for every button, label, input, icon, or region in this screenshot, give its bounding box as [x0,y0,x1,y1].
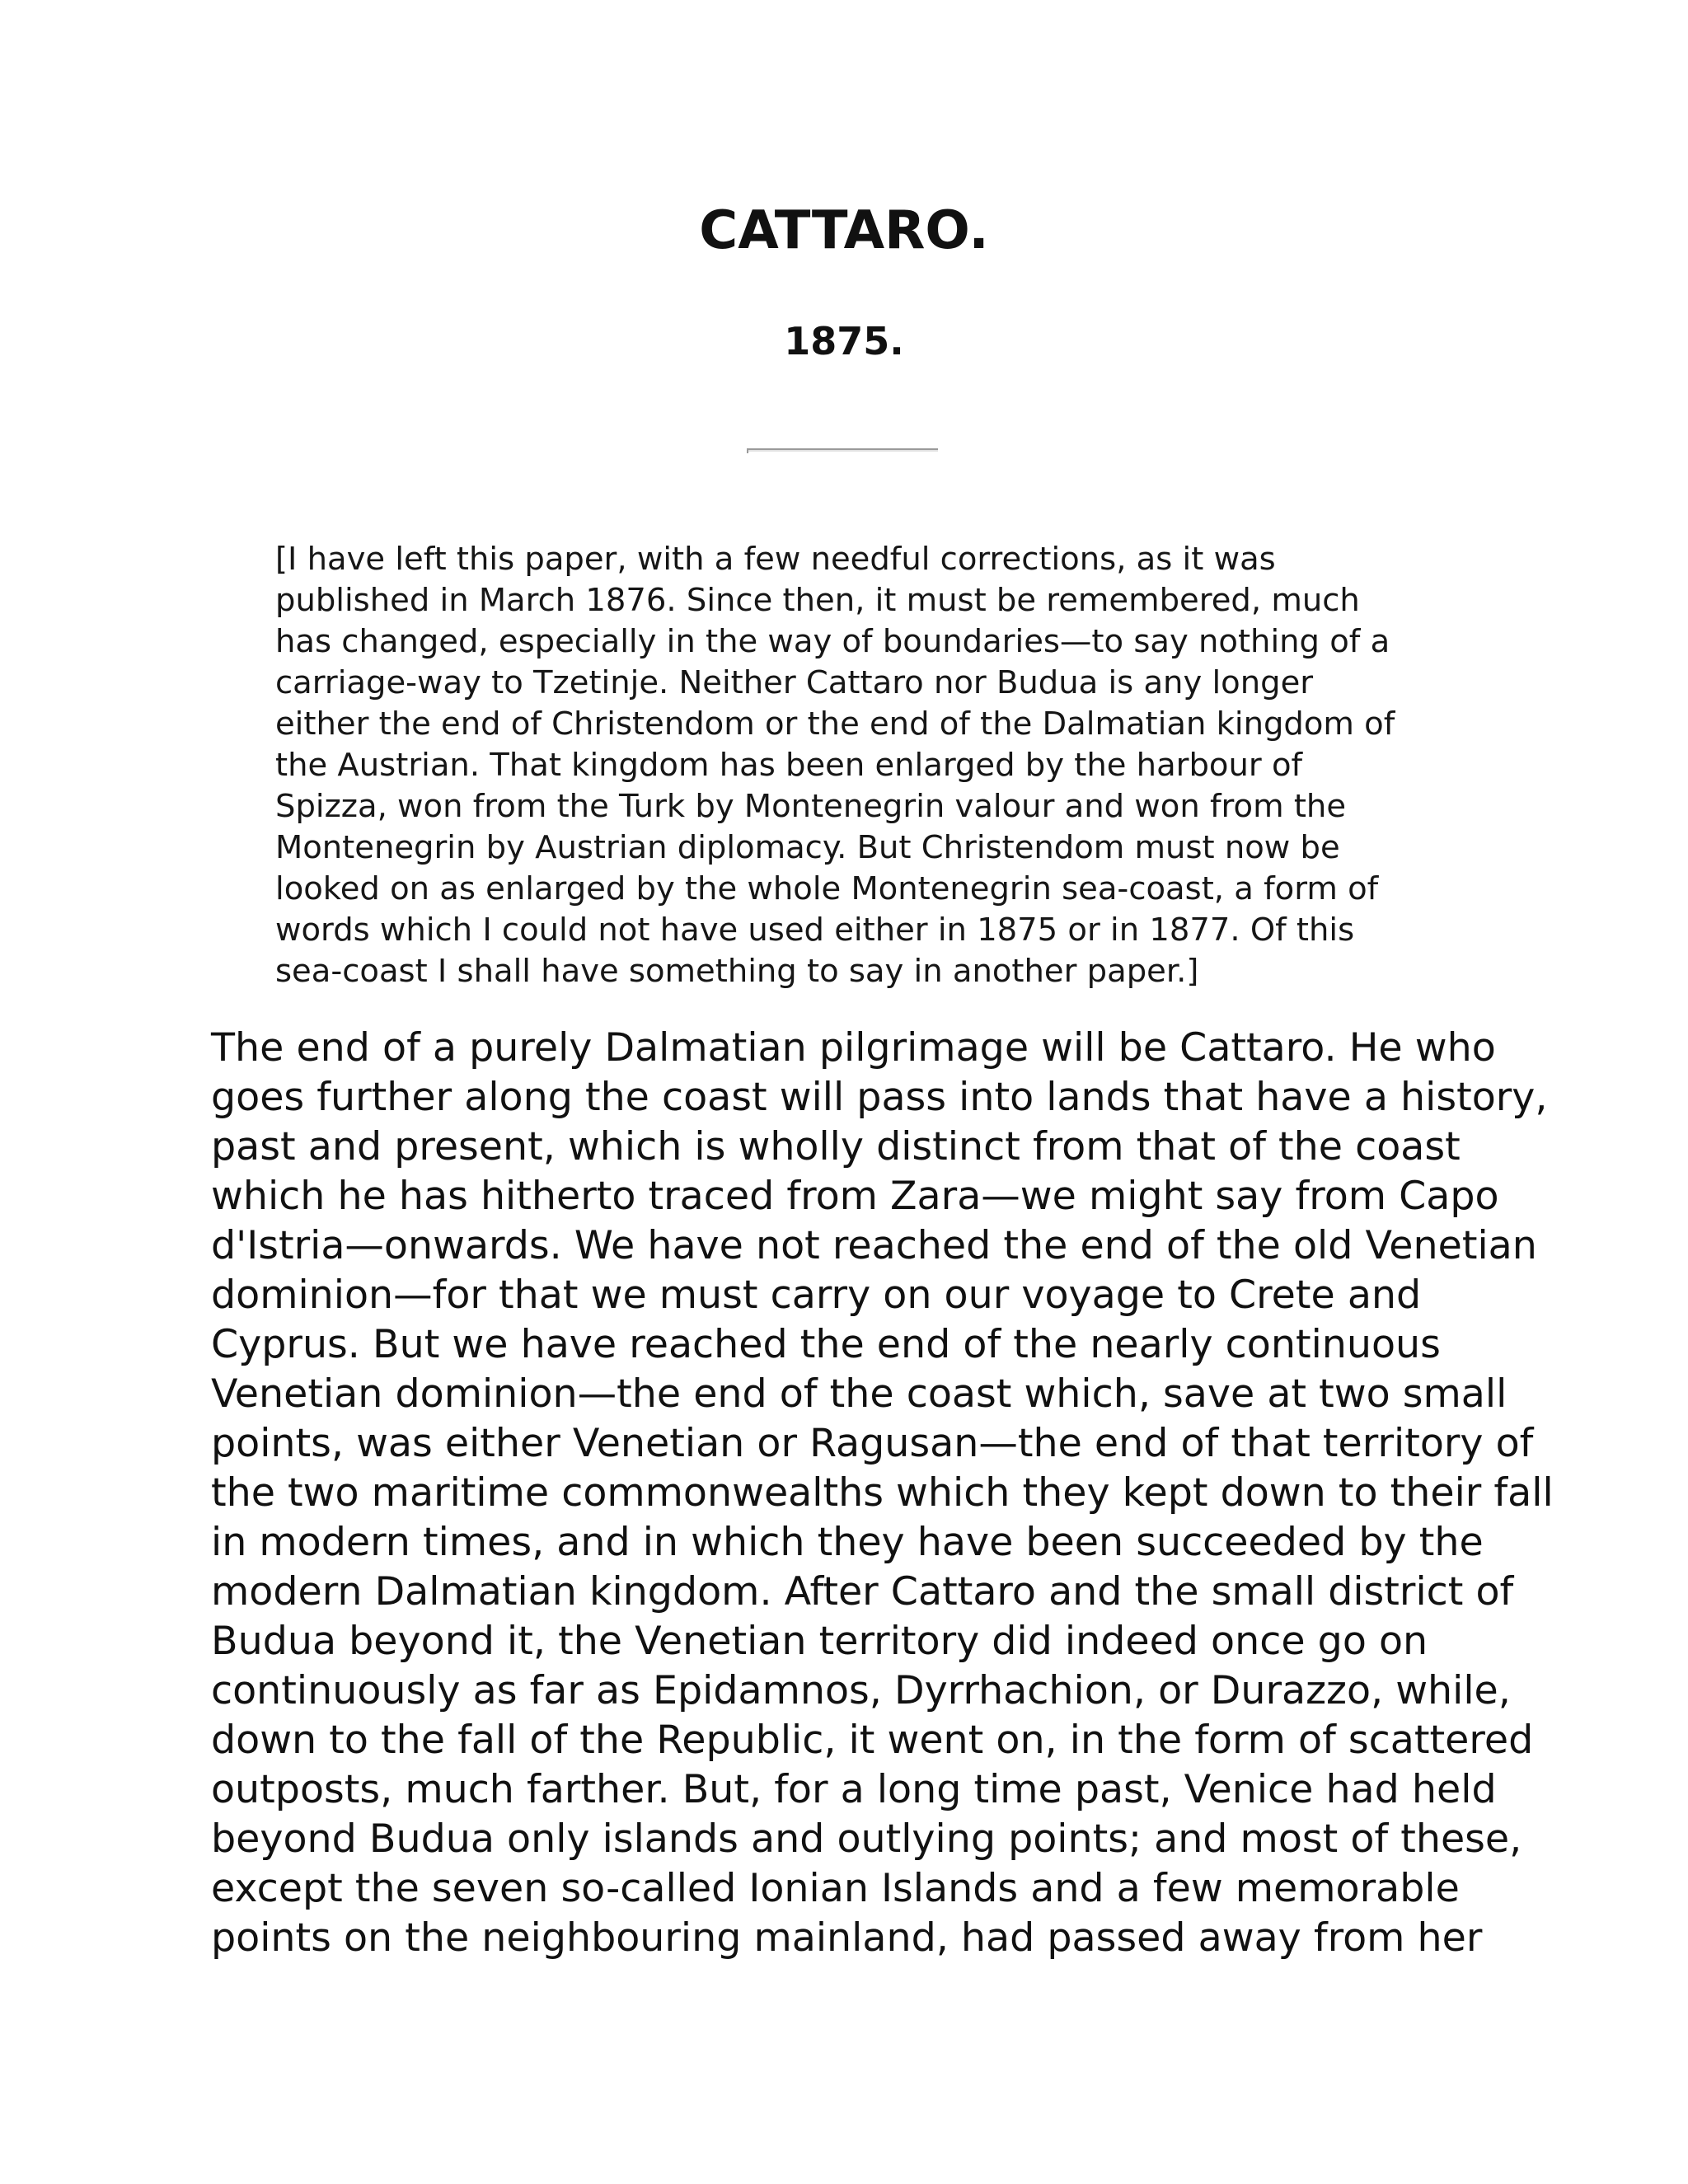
body-line: beyond Budua only islands and outlying points; and most of these, [211,1816,1522,1862]
body-line: except the seven so-called Ionian Islands and a few memorable [211,1866,1460,1911]
note-line: the Austrian. That kingdom has been enlarged by the harbour of [275,747,1303,784]
body-line: goes further along the coast will pass into lands that have a history, [211,1075,1548,1120]
note-line: sea-coast I shall have something to say in another paper.] [275,953,1199,990]
body-paragraph [211,1024,1554,1963]
body-line: down to the fall of the Republic, it went on, in the form of scattered [211,1718,1534,1763]
note-line: [I have left this paper, with a few needful corrections, as it was [275,541,1276,578]
chapter-year: 1875. [784,319,904,363]
body-line: dominion—for that we must carry on our voyage to Crete and [211,1272,1422,1318]
body-line: points on the neighbouring mainland, had passed away from her [211,1915,1483,1961]
note-line: Montenegrin by Austrian diplomacy. But Christendom must now be [275,829,1340,866]
body-line: Cyprus. But we have reached the end of the nearly continuous [211,1322,1441,1367]
note-line: has changed, especially in the way of boundaries—to say nothing of a [275,623,1390,660]
body-line: Venetian dominion—the end of the coast which, save at two small [211,1371,1507,1417]
note-line: carriage-way to Tzetinje. Neither Cattaro nor Budua is any longer [275,664,1314,701]
body-line: continuously as far as Epidamnos, Dyrrhachion, or Durazzo, while, [211,1668,1511,1713]
note-line: looked on as enlarged by the whole Montenegrin sea-coast, a form of [275,870,1379,907]
note-line: either the end of Christendom or the end of the Dalmatian kingdom of [275,705,1395,743]
body-line: past and present, which is wholly distinct from that of the coast [211,1124,1461,1169]
note-line: published in March 1876. Since then, it must be remembered, much [275,582,1360,619]
body-line: which he has hitherto traced from Zara—we might say from Capo [211,1174,1499,1219]
body-line: in modern times, and in which they have been succeeded by the [211,1520,1484,1565]
body-line: outposts, much farther. But, for a long time past, Venice had held [211,1767,1497,1812]
chapter-title: CATTARO. [699,200,989,261]
note-line: words which I could not have used either in 1875 or in 1877. Of this [275,912,1355,949]
section-divider [747,448,938,452]
editorial-note [275,539,1446,992]
body-line: Budua beyond it, the Venetian territory did indeed once go on [211,1619,1428,1664]
body-line: modern Dalmatian kingdom. After Cattaro and the small district of [211,1569,1514,1615]
body-line: d'Istria—onwards. We have not reached the end of the old Venetian [211,1223,1537,1268]
body-line: The end of a purely Dalmatian pilgrimage will be Cattaro. He who [211,1025,1496,1071]
note-line: Spizza, won from the Turk by Montenegrin valour and won from the [275,788,1346,825]
body-line: the two maritime commonwealths which they kept down to their fall [211,1470,1554,1516]
body-line: points, was either Venetian or Ragusan—the end of that territory of [211,1421,1534,1466]
